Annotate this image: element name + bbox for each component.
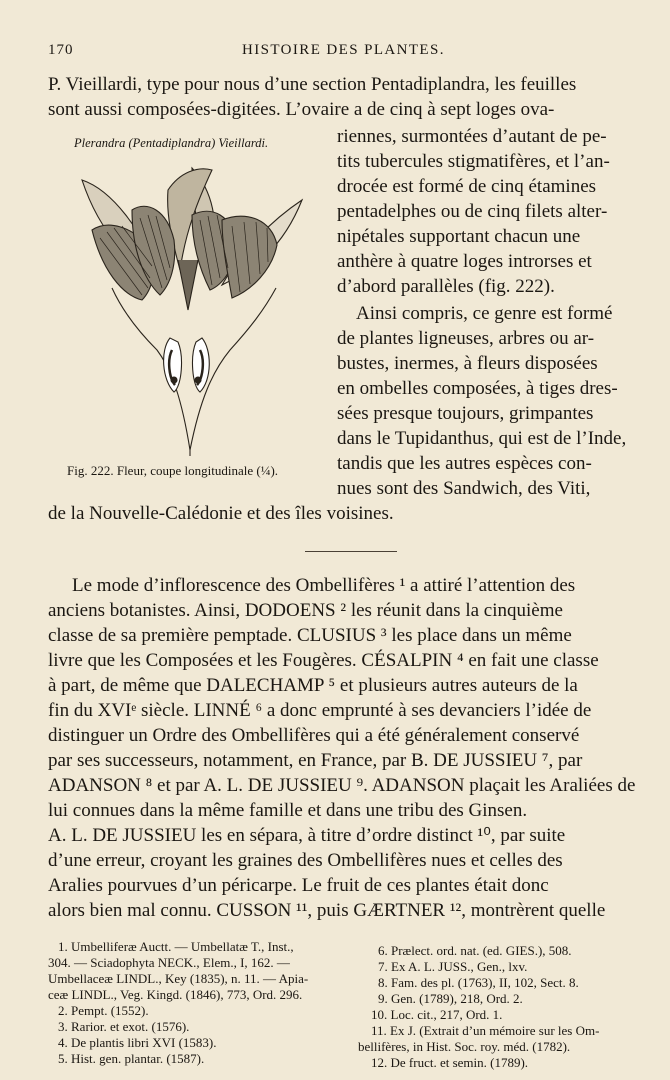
text-line: distinguer un Ordre des Ombellifères qui a été généralement conservé	[48, 725, 580, 746]
text-line: par ses successeurs, notamment, en France, par B. DE JUSSIEU ⁷, par	[48, 750, 583, 771]
text-line: fin du XVIᵉ siècle. LINNÉ ⁶ a donc emprunté à ses devanciers l’idée de	[48, 700, 592, 721]
text-line: bustes, inermes, à fleurs disposées	[337, 353, 598, 374]
running-title: HISTOIRE DES PLANTES.	[242, 42, 445, 58]
text-line: dans le Tupidanthus, qui est de l’Inde,	[337, 428, 627, 449]
figure-title: Plerandra (Pentadiplandra) Vieillardi.	[74, 136, 269, 150]
section-divider	[305, 551, 397, 552]
text-line: anciens botanistes. Ainsi, DODOENS ² les réunit dans la cinquième	[48, 600, 563, 621]
footnote-line: 6. Prælect. ord. nat. (ed. GIES.), 508.	[378, 943, 572, 958]
footnote-line: 8. Fam. des pl. (1763), II, 102, Sect. 8.	[378, 975, 579, 990]
text-line: livre que les Composées et les Fougères. CÉSALPIN ⁴ en fait une classe	[48, 650, 599, 671]
footnote-line: 4. De plantis libri XVI (1583).	[58, 1035, 217, 1050]
text-line: de plantes ligneuses, arbres ou ar-	[337, 328, 595, 349]
footnote-line: 9. Gen. (1789), 218, Ord. 2.	[378, 991, 523, 1006]
footnote-line: 12. De fruct. et semin. (1789).	[371, 1055, 529, 1070]
flower-cross-section-illustration	[62, 160, 312, 458]
text-line: ADANSON ⁸ et par A. L. DE JUSSIEU ⁹. ADANSON plaçait les Araliées de	[48, 775, 636, 796]
text-line: classe de sa première pemptade. CLUSIUS ³ les place dans un même	[48, 625, 572, 646]
footnote-line: 7. Ex A. L. JUSS., Gen., lxv.	[378, 959, 528, 974]
footnote-line: 2. Pempt. (1552).	[58, 1003, 149, 1018]
text-line: à part, de même que DALECHAMP ⁵ et plusieurs autres auteurs de la	[48, 675, 578, 696]
text-line: d’abord parallèles (fig. 222).	[337, 276, 555, 297]
text-line: alors bien mal connu. CUSSON ¹¹, puis GÆRTNER ¹², montrèrent quelle	[48, 900, 606, 921]
figure-caption: Fig. 222. Fleur, coupe longitudinale (¼).	[67, 463, 279, 478]
text-line: Le mode d’inflorescence des Ombellifères ¹ a attiré l’attention des	[72, 575, 576, 596]
page-number: 170	[48, 42, 74, 58]
footnote-line: 3. Rarior. et exot. (1576).	[58, 1019, 190, 1034]
footnote-line: ceæ LINDL., Veg. Kingd. (1846), 773, Ord. 296.	[48, 987, 303, 1002]
footnote-line: Umbellaceæ LINDL., Key (1835), n. 11. — Apia-	[48, 971, 309, 986]
footnote-line: 5. Hist. gen. plantar. (1587).	[58, 1051, 205, 1066]
text-line: en ombelles composées, à tiges dres-	[337, 378, 618, 399]
footnote-line: 1. Umbelliferæ Auctt. — Umbellatæ T., Inst.,	[58, 939, 294, 954]
text-line: Aralies pourvues d’un péricarpe. Le fruit de ces plantes était donc	[48, 875, 549, 896]
text-line: anthère à quatre loges introrses et	[337, 251, 592, 272]
text-line: P. Vieillardi, type pour nous d’une section Pentadiplandra, les feuilles	[48, 74, 577, 95]
footnote-line: 304. — Sciadophyta NECK., Elem., I, 162. —	[48, 955, 290, 970]
footnote-line: 11. Ex J. (Extrait d’un mémoire sur les Om-	[371, 1023, 600, 1038]
text-line: sont aussi composées-digitées. L’ovaire a de cinq à sept loges ova-	[48, 99, 555, 120]
text-line: Ainsi compris, ce genre est formé	[356, 303, 613, 324]
footnote-line: 10. Loc. cit., 217, Ord. 1.	[371, 1007, 503, 1022]
text-line: de la Nouvelle-Calédonie et des îles voisines.	[48, 503, 394, 524]
text-line: pentadelphes ou de cinq filets alter-	[337, 201, 608, 222]
page-header	[0, 42, 670, 62]
text-line: tits tubercules stigmatifères, et l’an-	[337, 151, 610, 172]
text-line: A. L. DE JUSSIEU les en sépara, à titre d’ordre distinct ¹⁰, par suite	[48, 825, 566, 846]
text-line: lui connues dans la même famille et dans une tribu des Ginsen.	[48, 800, 528, 821]
text-line: nues sont des Sandwich, des Viti,	[337, 478, 591, 499]
text-line: riennes, surmontées d’autant de pe-	[337, 126, 607, 147]
text-line: nipétales supportant chacun une	[337, 226, 581, 247]
footnote-line: bellifères, in Hist. Soc. roy. méd. (1782).	[358, 1039, 571, 1054]
text-line: sées presque toujours, grimpantes	[337, 403, 594, 424]
text-line: drocée est formé de cinq étamines	[337, 176, 597, 197]
text-line: d’une erreur, croyant les graines des Ombellifères nues et celles des	[48, 850, 563, 871]
text-line: tandis que les autres espèces con-	[337, 453, 592, 474]
